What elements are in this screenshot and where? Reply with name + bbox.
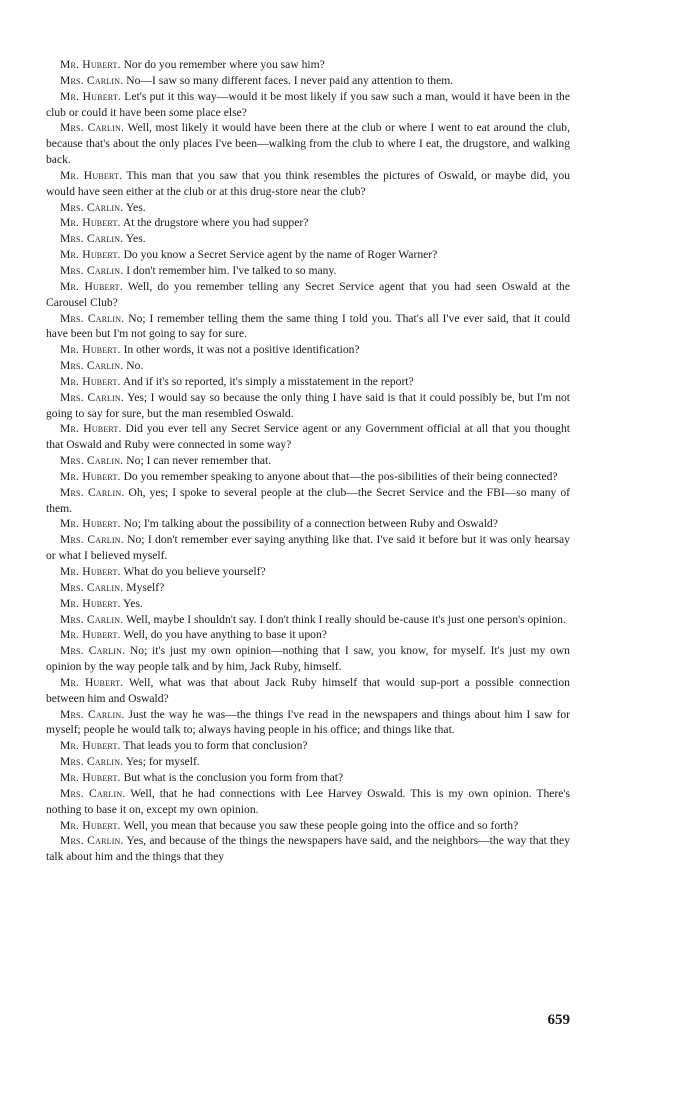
speaker-name: Mr. Hubert.: [60, 818, 121, 832]
testimony-line: [46, 770, 570, 786]
speaker-name: Mrs. Carlin.: [60, 454, 124, 468]
testimony-line: [46, 786, 570, 818]
testimony-line: [46, 390, 570, 422]
testimony-line: [46, 627, 570, 643]
statement-text: Well, you mean that because you saw these people going into the office and so forth?: [123, 818, 519, 832]
testimony-line: [46, 247, 570, 263]
testimony-line: [46, 57, 570, 73]
statement-text: Yes.: [123, 596, 143, 610]
speaker-name: Mrs. Carlin.: [60, 485, 125, 499]
testimony-line: [46, 89, 570, 121]
speaker-name: Mrs. Carlin.: [60, 786, 126, 800]
testimony-line: [46, 342, 570, 358]
speaker-name: Mr. Hubert.: [60, 248, 121, 262]
speaker-name: Mr. Hubert.: [60, 58, 121, 71]
statement-text: But what is the conclusion you form from that?: [123, 770, 344, 784]
statement-text: Yes; I would say so because the only thing I have said is that it could possibly be, but I'm not going to say for sure, but the man resembled Oswald.: [46, 390, 571, 420]
speaker-name: Mr. Hubert.: [60, 770, 121, 784]
speaker-name: Mr. Hubert.: [60, 596, 121, 610]
statement-text: And if it's so reported, it's simply a misstatement in the report?: [122, 374, 414, 388]
statement-text: Myself?: [126, 580, 165, 594]
speaker-name: Mrs. Carlin.: [60, 311, 125, 325]
speaker-name: Mrs. Carlin.: [60, 612, 124, 626]
speaker-name: Mrs. Carlin.: [60, 707, 125, 721]
testimony-line: [46, 564, 570, 580]
speaker-name: Mr. Hubert.: [60, 628, 121, 642]
speaker-name: Mr. Hubert.: [60, 469, 121, 483]
testimony-line: [46, 612, 570, 628]
testimony-text: [46, 57, 570, 865]
speaker-name: Mrs. Carlin.: [60, 359, 124, 373]
speaker-name: Mrs. Carlin.: [60, 200, 124, 214]
statement-text: No; I remember telling them the same thing I told you. That's all I've ever said, that it could have been but I'm not going to say for sure.: [46, 311, 570, 341]
speaker-name: Mr. Hubert.: [60, 675, 124, 689]
testimony-line: [46, 453, 570, 469]
statement-text: No; I don't remember ever saying anything like that. I've said it before but it was only hearsay or what I believed myself.: [46, 533, 570, 563]
testimony-line: [46, 580, 570, 596]
speaker-name: Mr. Hubert.: [60, 89, 122, 103]
testimony-line: [46, 311, 570, 343]
speaker-name: Mrs. Carlin.: [60, 263, 124, 277]
testimony-line: [46, 358, 570, 374]
speaker-name: Mrs. Carlin.: [60, 390, 124, 404]
statement-text: Do you remember speaking to anyone about that—the pos-sibilities of their being connected?: [123, 469, 558, 483]
page-number: 659: [547, 1012, 570, 1028]
testimony-line: [46, 532, 570, 564]
speaker-name: Mr. Hubert.: [60, 168, 123, 182]
statement-text: Yes.: [125, 232, 146, 246]
speaker-name: Mrs. Carlin.: [60, 834, 124, 848]
statement-text: Well, maybe I shouldn't say. I don't think I really should be-cause it's just one person's opinion.: [126, 612, 566, 626]
testimony-line: [46, 818, 570, 834]
statement-text: Yes; for myself.: [125, 755, 200, 769]
testimony-line: [46, 200, 570, 216]
testimony-line: [46, 73, 570, 89]
testimony-line: [46, 374, 570, 390]
speaker-name: Mr. Hubert.: [60, 517, 121, 531]
testimony-line: [46, 675, 570, 707]
speaker-name: Mrs. Carlin.: [60, 580, 124, 594]
statement-text: Did you ever tell any Secret Service agent or any Government official at all that you thought that Oswald and Ruby were connected in some way?: [46, 422, 570, 452]
statement-text: No; I can never remember that.: [126, 454, 272, 468]
speaker-name: Mr. Hubert.: [60, 343, 121, 357]
testimony-line: [46, 833, 570, 865]
statement-text: Well, do you remember telling any Secret Service agent that you had seen Oswald at the Carousel Club?: [46, 279, 570, 309]
statement-text: Well, do you have anything to base it upon?: [123, 628, 327, 642]
testimony-line: [46, 120, 570, 168]
statement-text: Oh, yes; I spoke to several people at the club—the Secret Service and the FBI—so many of them.: [46, 485, 570, 515]
testimony-line: [46, 168, 570, 200]
speaker-name: Mrs. Carlin.: [60, 533, 124, 547]
speaker-name: Mr. Hubert.: [60, 279, 123, 293]
statement-text: At the drugstore where you had supper?: [122, 216, 309, 230]
statement-text: No; I'm talking about the possibility of a connection between Ruby and Oswald?: [123, 517, 498, 531]
statement-text: I don't remember him. I've talked to so many.: [126, 263, 337, 277]
statement-text: Well, what was that about Jack Ruby himself that would sup-port a possible connection between him and Oswald?: [46, 675, 570, 705]
statement-text: Yes, and because of the things the newspapers have said, and the neighbors—the way that they talk about him and the things that they: [46, 834, 570, 864]
speaker-name: Mrs. Carlin.: [60, 121, 125, 135]
statement-text: Well, that he had connections with Lee Harvey Oswald. This is my own opinion. There's nothing to base it on, except my own opinion.: [46, 786, 570, 816]
testimony-line: [46, 231, 570, 247]
statement-text: Just the way he was—the things I've read in the newspapers and things about him I saw for myself; people he would talk to; always having people in his office; and things like that.: [46, 707, 570, 737]
testimony-line: [46, 485, 570, 517]
speaker-name: Mrs. Carlin.: [60, 644, 126, 658]
statement-text: What do you believe yourself?: [123, 565, 266, 578]
statement-text: Do you know a Secret Service agent by the name of Roger Warner?: [123, 248, 438, 262]
statement-text: Nor do you remember where you saw him?: [123, 58, 325, 71]
testimony-line: [46, 215, 570, 231]
speaker-name: Mr. Hubert.: [60, 422, 122, 436]
speaker-name: Mrs. Carlin.: [60, 73, 124, 87]
statement-text: No.: [126, 359, 144, 373]
statement-text: In other words, it was not a positive identification?: [123, 343, 360, 357]
speaker-name: Mrs. Carlin.: [60, 232, 124, 246]
speaker-name: Mr. Hubert.: [60, 374, 121, 388]
testimony-line: [46, 421, 570, 453]
speaker-name: Mr. Hubert.: [60, 216, 121, 230]
testimony-line: [46, 596, 570, 612]
testimony-line: [46, 754, 570, 770]
statement-text: No—I saw so many different faces. I never paid any attention to them.: [126, 73, 454, 87]
statement-text: That leads you to form that conclusion?: [123, 739, 308, 753]
statement-text: Let's put it this way—would it be most likely if you saw such a man, would it have been in the club or could it have been some place else?: [46, 89, 570, 119]
testimony-line: [46, 707, 570, 739]
testimony-line: [46, 469, 570, 485]
statement-text: No; it's just my own opinion—nothing that I saw, you know, for myself. It's just my own opinion by the way people talk and by him, Jack Ruby, himself.: [46, 644, 570, 674]
testimony-line: [46, 516, 570, 532]
testimony-line: [46, 263, 570, 279]
statement-text: Well, most likely it would have been there at the club or where I went to eat around the club, because that's about the only places I've been—walking from the club to where I eat, the drugstore, and walking back.: [46, 121, 570, 167]
statement-text: Yes.: [125, 200, 146, 214]
testimony-line: [46, 738, 570, 754]
speaker-name: Mrs. Carlin.: [60, 755, 124, 769]
statement-text: This man that you saw that you think resembles the pictures of Oswald, or maybe did, you would have seen either at the club or at this drug-store near the club?: [46, 168, 570, 198]
testimony-line: [46, 643, 570, 675]
speaker-name: Mr. Hubert.: [60, 739, 121, 753]
speaker-name: Mr. Hubert.: [60, 565, 121, 578]
testimony-line: [46, 279, 570, 311]
